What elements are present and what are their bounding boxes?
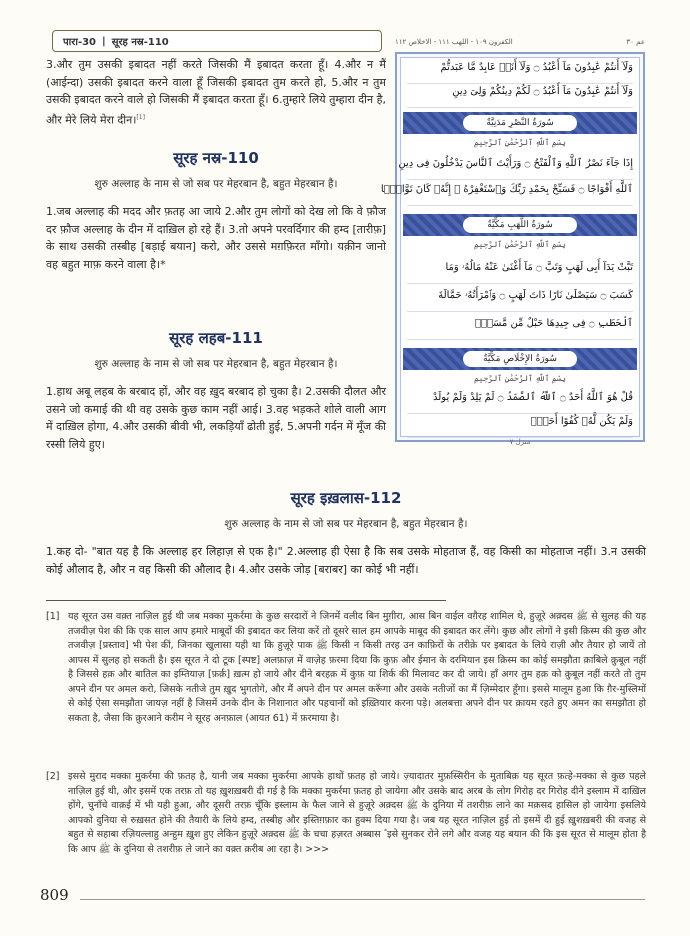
quran-text-panel: [380, 38, 645, 446]
quran-panel-header: [395, 38, 645, 50]
footnote-2-text: इससे मुराद मक्का मुकर्रमा की फ़तह है, यानी जब मक्का मुकर्रमा आपके हाथों फ़तह हो जाये। ज़्यादातर मुफ़स्सिरीन के मुताबिक़ यह सूरत फ़त्हे-मक्का से कुछ पहले नाज़िल हुई थी, और इसमें एक तरफ़ तो यह ख़ुशख़बरी दी गई है कि मक्का मुकर्रमा फ़तह हो जायेगा और उसके बाद अरब के लोग गिरोह दर गिरोह दीने इस्लाम में दाख़िल होंगे, चुनाँचे वाक़ई में भी यही हुआ, और दूसरी तरफ़ चूँकि इस्लाम के फैल जाने से हुज़ूरे अक़्दस ﷺ के दुनिया में तशरीफ़ लाने का मक़सद हासिल हो जायेगा इसलिये आपको दुनिया से रुख़सत होने की तैयारी के लिये हम्द, तस्बीह और इस्तिग़फ़ार का हुक्म दिया गया है। जब यह सूरत नाज़िल हुई तो इसमें दी हुई ख़ुशख़बरी की वजह से बहुत से सहाबा रज़ियल्लाहु अन्हुम ख़ुश हुए लेकिन हुज़ूरे अक़्दस ﷺ के चचा हज़रत अब्बास ؓ इसे सुनकर रोने लगे और वजह यह बयान की कि इस सूरत से मालूम होता है कि आप ﷺ के दुनिया से तशरीफ़ ले जाने का वक़्त क़रीब आ रहा है। >>>: [68, 771, 646, 855]
surah-112-section: [46, 490, 646, 578]
quran-manzil-label: منزل ٧: [509, 438, 531, 446]
header-separator: |: [102, 35, 106, 47]
quran-line: تَبَّتْ يَدَآ أَبِى لَهَبٍ وَتَبَّ ۝ مَآ أَغْنَىٰ عَنْهُ مَالُهُۥ وَمَا: [407, 262, 633, 284]
quran-line: وَلَمْ يَكُن لَّهُۥ كُفُوًا أَحَدٌۢ: [407, 416, 633, 438]
footnote-2-tag: [2]: [46, 771, 60, 782]
surah-111-bismillah: शुरु अल्लाह के नाम से जो सब पर मेहरबान है, बहुत मेहरबान है।: [94, 357, 338, 370]
quran-bismillah: بِسْمِ ٱللَّهِ ٱلرَّحْمَٰنِ ٱلرَّحِيمِ: [473, 374, 566, 383]
surah-110-section: [46, 150, 386, 273]
footnote-divider: [46, 600, 446, 601]
top-paragraph: [46, 56, 386, 129]
surah-header-band: [403, 112, 637, 134]
quran-line: كَسَبَ ۝ سَيَصْلَىٰ نَارًا ذَاتَ لَهَبٍ ۝ وَٱمْرَأَتُهُۥ حَمَّالَةَ: [407, 290, 633, 312]
surah-110-bismillah: शुरु अल्लाह के नाम से जो सब पर मेहरबान है, बहुत मेहरबान है।: [94, 177, 338, 190]
quran-line: إِذَا جَآءَ نَصْرُ ٱللَّهِ وَٱلْفَتْحُ ۝ وَرَأَيْتَ ٱلنَّاسَ يَدْخُلُونَ فِى دِينِ: [407, 158, 633, 180]
quran-line: وَلَآ أَنتُمْ عَٰبِدُونَ مَآ أَعْبُدُ ۝ وَلَآ أَنَا۠ عَابِدٌ مَّا عَبَدتُّمْ: [407, 62, 633, 84]
surah-label: सूरह नस्र-110: [111, 37, 169, 48]
quran-surah-names: الكفرون ١٠٩ - اللهب ١١١ - الاخلاص ١١٢: [395, 38, 513, 46]
footnote-1-tag: [1]: [46, 611, 60, 622]
quran-inner: [380, 57, 640, 437]
surah-111-text: 1.हाथ अबू लहब के बरबाद हों, और वह ख़ुद बरबाद हो चुका है। 2.उसकी दौलत और उसने जो कमाई की थी वह उसके कुछ काम नहीं आई। 3.वह भड़कते शोले वाली आग में दाख़िल होगा, 4.और उसकी बीवी भी, लकड़ियाँ ढोती हुई, 5.अपनी गर्दन में मूँज की रस्सी लिये हुए।: [46, 385, 386, 451]
footnote-1-text: यह सूरत उस वक़्त नाज़िल हुई थी जब मक्का मुकर्रमा के कुछ सरदारों ने जिनमें वलीद बिन मुग़ीरा, आस बिन वाईल वग़ैरह शामिल थे, हुज़ूरे अक़्दस ﷺ से सुलह की यह तजवीज़ पेश की कि एक साल आप हमारे माबूदों की इबादत कर लिया करें तो दूसरे साल हम आपके माबूद की इबादत कर लेंगे। कुछ और लोगों ने इसी क़िस्म की कुछ और तजवीज़ [प्रस्ताव] भी पेश कीं, जिनका खुलासा यही था कि हुज़ूरे पाक ﷺ किसी न किसी तरह उन काफ़िरों के तरीक़े पर इबादत के लिये राज़ी और तैयार हो जायें तो आपस में सुलह हो सकती है। इस सूरत ने दो टूक [स्पष्ट] अलफ़ाज़ में वाज़ेह फ़रमा दिया कि कुफ़ और ईमान के दरमियान इस क़िस्म का कोई समझौता क़ाबिले क़ुबूल नहीं है जिससे हक़ और बातिल का इम्तियाज़ [फ़र्क़] ख़त्म हो जाये और दीने बरहक़ में कुफ़ या शिर्क की मिलावट कर दी जाये। हाँ अगर तुम हक़ को क़ुबूल नहीं करते तो तुम अपने दीन पर अमल करो, जिसके नतीजे तुम ख़ुद भुगतोगे, और मैं अपने दीन पर अमल करूँगा और उसके नतीजों का मैं ज़िम्मेदार हूँगा। इससे मालूम हुआ कि ग़ैर-मुस्लिमों से कोई ऐसा समझौता जायज़ नहीं है जिसमें उनके दीन के निशानात और पहचानों को इख़्तियार करना पड़े। अलबत्ता अपने दीन पर क़ायम रहते हुए अमन का समझौता हो सकता है, जैसा कि क़ुरआने करीम ने सूरह अनफ़ाल (आयत 61) में फ़रमाया है।: [68, 611, 646, 724]
quran-bismillah: بِسْمِ ٱللَّهِ ٱلرَّحْمَٰنِ ٱلرَّحِيمِ: [473, 138, 566, 147]
quran-frame: [380, 52, 645, 442]
para-label: पारा-30: [63, 37, 97, 48]
quran-line: وَلَآ أَنتُمْ عَٰبِدُونَ مَآ أَعْبُدُ ۝ لَكُمْ دِينُكُمْ وَلِىَ دِينِ: [407, 86, 633, 108]
surah-header-band: [403, 348, 637, 370]
surah-111-section: [46, 330, 386, 453]
footnote-ref: [1]: [136, 113, 145, 121]
quran-line: ٱللَّهِ أَفْوَاجًا ۝ فَسَبِّحْ بِحَمْدِ رَبِّكَ وَٱسْتَغْفِرْهُ ۚ إِنَّهُۥ كَانَ تَوَّابًۢا: [407, 184, 633, 206]
surah-header-band: [403, 214, 637, 236]
top-paragraph-text: 3.और तुम उसकी इबादत नहीं करते जिसकी मैं इबादत करता हूँ। 4.और न मैं (आईन्दा) उसकी इबादत करने वाला हूँ जिसकी इबादत तुम करते हो, 5.और न तुम उसकी इबादत करने वाले हो जिसकी मैं इबादत करता हूँ। 6.तुम्हारे लिये तुम्हारा दीन है, और मेरे लिये मेरा दीन।: [46, 58, 386, 127]
surah-112-text: 1.कह दो- "बात यह है कि अल्लाह हर लिहाज़ से एक है।" 2.अल्लाह ही ऐसा है कि सब उसके मोहताज हैं, वह किसी का मोहताज नहीं। 3.न उसकी कोई औलाद है, और न वह किसी की औलाद है। 4.और उसके जोड़ [बराबर] का कोई भी नहीं।: [46, 545, 646, 576]
surah-111-title: सूरह लहब-111: [169, 329, 263, 347]
surah-header-label: سُورَةُ الإِخْلَاصِ مَكِّيَّةٌ: [463, 351, 577, 367]
quran-line: ٱلْحَطَبِ ۝ فِى جِيدِهَا حَبْلٌ مِّن مَّسَدٍۭ: [407, 318, 633, 340]
footnote-1: [46, 610, 646, 726]
surah-112-bismillah: शुरु अल्लाह के नाम से जो सब पर मेहरबान है, बहुत मेहरबान है।: [224, 517, 468, 530]
footnote-2: [46, 770, 646, 857]
quran-juz-label: عم ٣٠: [626, 38, 645, 46]
surah-header-label: سُورَةُ النَّصْرِ مَدَنِيَّةٌ: [463, 115, 577, 131]
surah-header-label: سُورَةُ اللَّهَبِ مَكِّيَّةٌ: [463, 217, 577, 233]
quran-line: قُلْ هُوَ ٱللَّهُ أَحَدٌ ۝ ٱللَّهُ ٱلصَّمَدُ ۝ لَمْ يَلِدْ وَلَمْ يُولَدْ: [407, 392, 633, 414]
page-header: [52, 30, 382, 52]
surah-110-title: सूरह नस्र-110: [173, 149, 259, 167]
bottom-rule: [80, 899, 645, 900]
page-number: 809: [40, 886, 69, 904]
surah-112-title: सूरह इख़लास-112: [290, 489, 402, 507]
quran-bismillah: بِسْمِ ٱللَّهِ ٱلرَّحْمَٰنِ ٱلرَّحِيمِ: [473, 240, 566, 249]
surah-110-text: 1.जब अल्लाह की मदद और फ़तह आ जाये 2.और तुम लोगों को देख लो कि वे फ़ौज दर फ़ौज अल्लाह के दीन में दाख़िल हो रहे हैं। 3.तो अपने परवर्दिगार की हम्द [तारीफ़] के साथ उसकी तस्बीह [बड़ाई बयान] करो, और उससे मग़फ़िरत माँगो। यक़ीन जानो वह बहुत माफ़ करने वाला है।*: [46, 205, 386, 271]
